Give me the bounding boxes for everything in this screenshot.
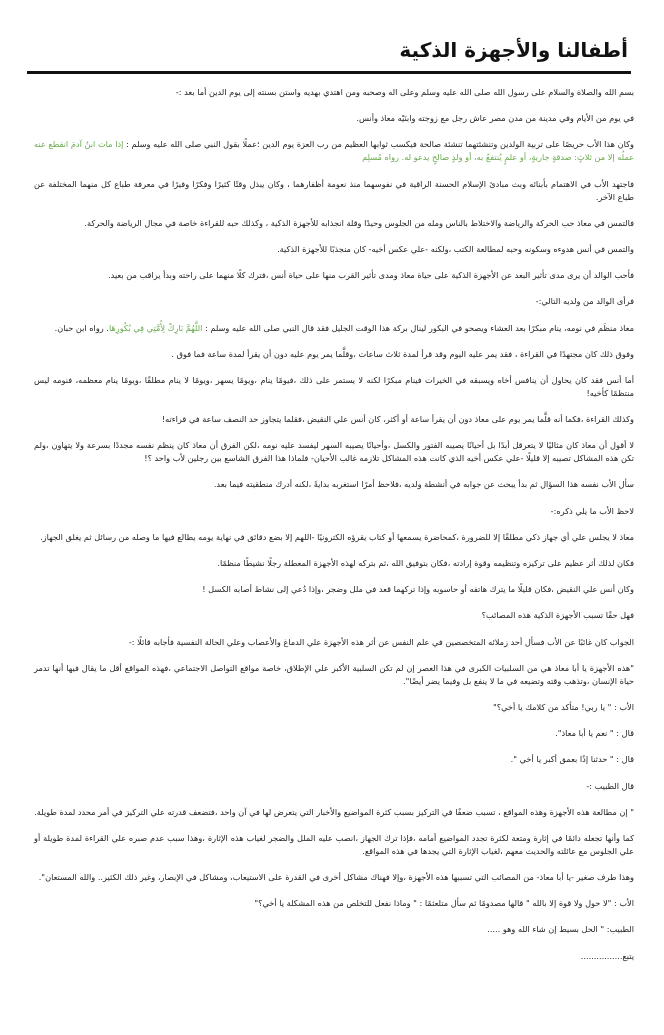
paragraph [34,322,634,335]
paragraph [34,374,634,400]
paragraph [34,950,634,963]
paragraph [34,478,634,491]
hadith-quote: اللَّهُمَّ بَارِكْ لِأُمَّتِي فِي بُكُورِهَا [108,322,203,333]
paragraph [34,806,634,819]
paragraph [34,531,634,544]
paragraph-text: بسم الله والصلاة والسلام على رسول الله صلى الله عليه وسلم وعلى اله وصحبه ومن اهتدي بهديه واستن بسنته إلى يوم الدين أما بعد :- [175,87,634,97]
paragraph [34,217,634,230]
paragraph [34,413,634,426]
paragraph [34,897,634,910]
paragraph-text: معاذ لا يجلس علي أي جهاز ذكي مطلقًا إلا للضرورة ،كمحاضرة يسمعها أو كتاب يقرؤه الكترونيًا -اللهم إلا بضع دقائق في نهاية يومه يطالع فيها ما وصله من رسائل ثم يغلق الجهاز. [40,531,634,542]
paragraph-text: وكذلك القراءة ،فكما أنه قلَّما يمر يوم على معاذ دون أن يقرأ ساعة أو أكثر، كان أنس علي النقيض ،فقلما يتجاوز حد النصف ساعة في قراءته! [161,414,634,425]
paragraph [34,178,634,204]
paragraph-text: الجواب كان غائبًا عن الأب فسأل أحد زملائه المتخصصين في علم النفس عن أثر هذه الأجهزة علي الدماغ والأعصاب وعلي الحالة النفسية فأجابه قائلًا :- [128,636,634,647]
paragraph-text: لا أقول أن معاذ كان مثاليًا لا يتعرقل أبدًا بل أحيانًا يصيبه الفتور والكسل ،وأحيانًا يصيبه السهر ليفسد عليه نومه ،لكن الفرق أن معاذ كان ينظم نفسه مجددًا بسرعة ولا يتهاون ،ولم تكن هذه المشاكل تصيبه إلا قليلًا -علي عكس أخيه الذي كانت هذه المشاكل تلازمه غالب الأحيان- فلماذا هذا الفرق الشاسع بين رجلين لأب واحد ؟! [34,440,634,464]
paragraph [34,348,634,361]
paragraph [34,439,634,465]
paragraph-text: سأل الأب نفسه هذا السؤال ثم بدأ يبحث عن جوابه في أنشطة ولديه ،فلاحظ أمرًا استغربه بدايةً ،لكنه أدرك منطقيته فيما بعد. [213,479,634,490]
paragraph [34,138,634,164]
paragraph [34,636,634,649]
paragraph-text: الأب : "لا حول ولا قوة إلا بالله " قالها مصدومًا ثم سأل متلعثمًا : " وماذا نفعل للتخلص من هذه المشكلة يا أخي؟" [254,898,634,909]
paragraph [34,295,634,308]
paragraph [34,871,634,884]
paragraph-text: أما أنس فقد كان يحاول أن ينافس أخاه ويسبقه في الخيرات فينام مبكرًا لكنه لا يستمر على ذلك ،فيومًا ينام ،ويومًا يسهر ،ويومًا لا ينام مطلقًا ،ويومًا ينام معظمه، فنومه ليس منتظمًا كأخيه! [34,374,634,398]
paragraph-text: قال الطبيب :- [586,780,634,791]
paragraph-text: فالتمس في معاذ حب الحركة والرياضة والاختلاط بالناس ومله من الجلوس وحيدًا وقلة انجذابه للأجهزة الذكية ، وكذلك حبه للقراءة خاصة في مجال الرياضة والحركة. [84,217,634,228]
hadith-source: . رواه ابن حبان. [54,322,109,333]
paragraph-text: يتبع................ [580,950,634,961]
paragraph [34,557,634,570]
paragraph-text: وفوق ذلك كان مجتهدًا في القراءة ، فقد يمر عليه اليوم وقد قرأ لمدة ثلاث ساعات ،وقلَّما يمر يوم عليه دون أن يقرأ لمدة ساعة فما فوق . [171,348,634,359]
paragraph-text: وكان أنس علي النقيض ،فكان قليلًا ما يترك هاتفه أو حاسوبه وإذا تركهما قعد في ملل وضجر ،وإذا دُعي إلى نشاط أصابه الكسل ! [202,584,634,595]
paragraph-text: فكان لذلك أثر عظيم على تركيزه وتنظيمه وقوة إرادته ،فكان بتوفيق الله ،ثم بتركه لهذه الأجهزة المعطلة رجلًا نشيطًا منظمًا. [217,558,634,568]
hadith-quote: إذا مات ابنُ آدمَ انقطع عنه عملُه إلا من ثلاثٍ: صدقةٍ جاريةٍ، أو علمٍ يُنتفعُ به، أو ولدٍ صالحٍ يدعو له. رواه مُسلِم [34,139,634,163]
title-underline-divider [27,71,631,74]
paragraph [34,780,634,793]
paragraph [34,727,634,740]
document-body [34,86,634,976]
paragraph-text: " إن مطالعة هذه الأجهزة وهذه المواقع ، تسبب ضعفًا في التركيز بسبب كثرة المواضيع والأخبار التي يتعرض لها في آن واحد ،فتضعف قدرته علي التركيز في أمر محدد لمدة طويلة. [34,806,634,817]
paragraph-text: فهل حقًا تسبب الأجهزة الذكية هذه المصائب؟ [481,610,634,621]
paragraph-text: في يوم من الأيام وفي مدينة من مدن مصر عاش رجل مع زوجته وابنَيْه معاذ وأنس. [356,113,634,124]
paragraph [34,269,634,282]
paragraph-text: لاحظ الأب ما يلي ذكره:- [550,505,634,516]
paragraph [34,662,634,688]
paragraph [34,86,634,99]
paragraph [34,609,634,622]
paragraph-text: والتمس في أنس هدوءه وسكونه وحبه لمطالعة الكتب ،ولكنه -علي عكس أخيه- كان منجذبًا للأجهزة الذكية. [277,243,634,254]
paragraph [34,832,634,858]
paragraph-text: "هذه الأجهزة يا أبا معاذ هي من السلبيات الكبرى في هذا العصر إن لم تكن السلبية الأكبر علي الإطلاق، خاصة مواقع التواصل الاجتماعي ،فهذه المواقع أقل ما يقال فيها أنها تدمر حياة الإنسان ،وتذهب وقته وتضيعه في ما لا ينفع بل وفيما يضر أيضًا". [34,662,634,686]
paragraph-text: كما وأنها تجعله دائمًا في إثارة ومتعة لكثرة تجدد المواضيع أمامه ،فإذا ترك الجهاز ،انصب عليه الملل والضجر لغياب هذه الإثارة ،وهذا سبب عدم صبره علي القراءة لمدة طويلة أو علي الجلوس مع عائلته والحديث معهم ،لغياب الإثارة التي يجدها في هذه المواقع. [34,832,634,856]
paragraph-text: فرأى الوالد من ولديه التالي:- [535,296,634,307]
paragraph [34,753,634,766]
paragraph-text: قال : " حدثنا إذًا بعمق أكبر يا أخي ". [510,754,634,765]
paragraph-text: فاجتهد الأب في الاهتمام بأبنائه وبث مبادئ الإسلام الحسنة الراقية في نفوسهما منذ نعومة أظفارهما ، وكان يبذل وقتًا كثيرًا وفكرًا وفيرًا في معرفة طباع كل منهما المختلفة عن طباع الآخر. [34,178,634,202]
paragraph [34,505,634,518]
paragraph-text: وكان هذا الأب حريصًا على تربية الولدين وتنشئتهما تنشئة صالحة فيكسب ثوابها العظيم من رب العزة يوم الدين ؛عملًا بقول النبي صلى الله عليه وسلم : [123,139,634,150]
paragraph [34,701,634,714]
paragraph-text: معاذ منظَم في نومه، ينام مبكرًا بعد العشاء ويصحو في البكور لينال بركة هذا الوقت الجليل فقد قال النبي صلى الله عليه وسلم : [202,322,634,333]
paragraph [34,923,634,936]
paragraph-text: الطبيب: " الحل بسيط إن شاء الله وهو ..... [487,924,634,935]
paragraph [34,112,634,125]
paragraph-text: الأب : " يا ربي! متأكد من كلامك يا أخي؟" [493,701,634,712]
paragraph [34,583,634,596]
paragraph-text: قال : " نعم يا أبا معاذ". [555,728,634,739]
paragraph [34,243,634,256]
document-title: أطفالنا والأجهزة الذكية [399,38,628,62]
paragraph-text: وهذا طرف صغير -يا أبا معاذ- من المصائب التي تسببها هذه الأجهزة ،وإلا فهناك مشاكل أخرى في القدرة على الاستيعاب، ومشاكل في الإبصار، وغير ذلك الكثير.. والله المستعان". [38,872,634,883]
paragraph-text: فأحب الوالد أن يرى مدى تأثير البعد عن الأجهزة الذكية على حياة معاذ ومدى تأثير القرب منها على حياة أنس ،فترك كلًا منهما على راحته وبدأ يراقب من بعيد. [108,270,634,281]
